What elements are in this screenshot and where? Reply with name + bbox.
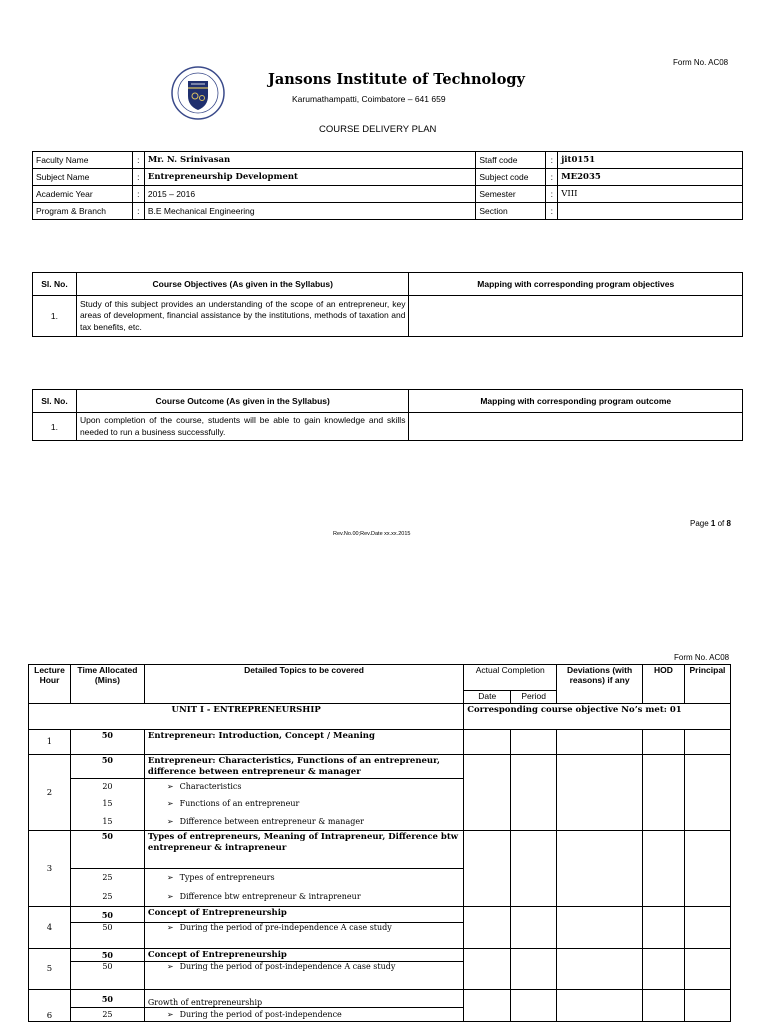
time-allocated: 50	[70, 831, 144, 869]
time-allocated: 25	[70, 887, 144, 907]
principal-header: Principal	[684, 665, 730, 704]
time-allocated: 50	[70, 962, 144, 990]
period-cell	[511, 907, 557, 949]
table-row	[29, 665, 731, 691]
colon: :	[546, 203, 558, 220]
page-prefix: Page	[690, 519, 711, 528]
lecture-hour: 5	[29, 949, 71, 990]
academic-year-value: 2015 – 2016	[144, 186, 475, 203]
time-allocated: 50	[70, 990, 144, 1008]
row-number: 1.	[33, 413, 77, 441]
table-row	[33, 186, 743, 203]
subtopic	[144, 1008, 463, 1022]
period-cell	[511, 949, 557, 990]
subtopic-text: During the period of post-independence	[179, 1010, 342, 1019]
page-current: 1	[710, 519, 716, 528]
subtopic	[144, 779, 463, 795]
time-allocated: 50	[70, 755, 144, 779]
table-row	[33, 169, 743, 186]
table-row	[33, 152, 743, 169]
form-number: Form No. AC08	[674, 653, 730, 662]
subject-code-value: ME2035	[558, 169, 743, 186]
time-allocated: 20	[70, 779, 144, 795]
table-row	[29, 755, 731, 779]
principal-cell	[684, 907, 730, 949]
staff-code-value: jit0151	[558, 152, 743, 169]
principal-cell	[684, 730, 730, 755]
mapping-cell	[409, 413, 743, 441]
table-row	[29, 990, 731, 1008]
academic-year-label: Academic Year	[33, 186, 133, 203]
lecture-hour: 2	[29, 755, 71, 831]
subtopic	[144, 795, 463, 813]
time-allocated: 25	[70, 1008, 144, 1022]
principal-cell	[684, 990, 730, 1022]
table-row	[33, 390, 743, 413]
topic: Types of entrepreneurs, Meaning of Intrapreneur, Difference btw entrepreneur & intrapreneur	[144, 831, 463, 869]
colon: :	[546, 186, 558, 203]
subtopic-text: Difference btw entrepreneur & intrapreneur	[179, 891, 361, 901]
arrow-icon: ➢	[166, 923, 174, 932]
table-row	[33, 273, 743, 296]
course-info-table	[32, 151, 743, 220]
table-row	[29, 730, 731, 755]
colon: :	[132, 203, 144, 220]
institute-logo	[171, 66, 225, 120]
time-allocated: 50	[70, 730, 144, 755]
principal-cell	[684, 755, 730, 831]
subtopic-text: Characteristics	[179, 782, 242, 792]
institute-name: Jansons Institute of Technology	[268, 71, 525, 88]
principal-cell	[684, 949, 730, 990]
faculty-name-label: Faculty Name	[33, 152, 133, 169]
subtopic-text: Types of entrepreneurs	[179, 873, 275, 883]
arrow-icon: ➢	[166, 816, 174, 826]
deviation-cell	[557, 907, 643, 949]
deviation-cell	[557, 831, 643, 907]
time-allocated: 25	[70, 869, 144, 887]
lecture-hour: 4	[29, 907, 71, 949]
time-allocated: 15	[70, 813, 144, 831]
unit-row	[29, 704, 731, 730]
date-cell	[464, 755, 511, 831]
subtopic-text: During the period of post-independence A case study	[179, 962, 396, 971]
date-cell	[464, 907, 511, 949]
table-row	[33, 203, 743, 220]
hod-cell	[643, 990, 685, 1022]
time-allocated: 50	[70, 907, 144, 923]
date-cell	[464, 990, 511, 1022]
topic: Concept of Entrepreneurship	[144, 949, 463, 962]
date-header: Date	[464, 691, 511, 704]
hod-cell	[643, 831, 685, 907]
lecture-hour: 1	[29, 730, 71, 755]
semester-value: VIII	[558, 186, 743, 203]
revision-info: Rev.No.00;Rev.Date xx.xx.2015	[333, 531, 411, 537]
colon: :	[132, 152, 144, 169]
topic: Growth of entrepreneurship	[144, 990, 463, 1008]
time-allocated: 50	[70, 923, 144, 949]
table-row	[33, 296, 743, 337]
section-value	[558, 203, 743, 220]
hod-header: HOD	[643, 665, 685, 704]
actual-completion-header: Actual Completion	[464, 665, 557, 691]
date-cell	[464, 730, 511, 755]
arrow-icon: ➢	[166, 873, 174, 883]
form-number: Form No. AC08	[673, 58, 729, 67]
table-row	[29, 949, 731, 962]
semester-label: Semester	[476, 186, 546, 203]
time-allocated: 15	[70, 795, 144, 813]
deviations-header: Deviations (with reasons) if any	[557, 665, 643, 704]
page-number	[690, 519, 731, 528]
principal-cell	[684, 831, 730, 907]
topic: Concept of Entrepreneurship	[144, 907, 463, 923]
date-cell	[464, 949, 511, 990]
colon: :	[132, 186, 144, 203]
period-header: Period	[511, 691, 557, 704]
time-allocated-header: Time Allocated (Mins)	[70, 665, 144, 704]
faculty-name-value: Mr. N. Srinivasan	[144, 152, 475, 169]
subtopic	[144, 813, 463, 831]
page-two	[0, 640, 768, 1024]
course-outcomes-table	[32, 389, 743, 441]
table-row	[29, 831, 731, 869]
hod-cell	[643, 755, 685, 831]
colon: :	[546, 169, 558, 186]
lecture-hour: 6	[29, 990, 71, 1022]
row-number: 1.	[33, 296, 77, 337]
hod-cell	[643, 907, 685, 949]
plan-title: COURSE DELIVERY PLAN	[319, 124, 437, 135]
colon: :	[132, 169, 144, 186]
deviation-cell	[557, 949, 643, 990]
topic: Entrepreneur: Characteristics, Functions of an entrepreneur, difference between entrepreneur & manager	[144, 755, 463, 779]
deviation-cell	[557, 990, 643, 1022]
institute-address: Karumathampatti, Coimbatore – 641 659	[292, 94, 446, 104]
deviation-cell	[557, 730, 643, 755]
unit-mapping: Corresponding course objective No’s met: 01	[464, 704, 731, 730]
subtopic-text: Functions of an entrepreneur	[179, 799, 300, 808]
time-allocated: 50	[70, 949, 144, 962]
unit-title: UNIT I - ENTREPRENEURSHIP	[29, 704, 464, 730]
arrow-icon: ➢	[166, 782, 174, 792]
subtopic-text: During the period of pre-independence A case study	[179, 923, 392, 932]
arrow-icon: ➢	[166, 1010, 174, 1019]
arrow-icon: ➢	[166, 799, 174, 808]
objective-header: Course Objectives (As given in the Syllabus)	[76, 273, 409, 296]
sl-no-header: Sl. No.	[33, 390, 77, 413]
date-cell	[464, 831, 511, 907]
table-row	[33, 413, 743, 441]
subject-code-label: Subject code	[476, 169, 546, 186]
subtopic	[144, 923, 463, 949]
subtopic	[144, 962, 463, 990]
mapping-header: Mapping with corresponding program objectives	[409, 273, 743, 296]
topic: Entrepreneur: Introduction, Concept / Meaning	[144, 730, 463, 755]
colon: :	[546, 152, 558, 169]
arrow-icon: ➢	[166, 962, 174, 971]
topics-header: Detailed Topics to be covered	[144, 665, 463, 704]
arrow-icon: ➢	[166, 891, 174, 901]
program-label: Program & Branch	[33, 203, 133, 220]
period-cell	[511, 730, 557, 755]
sl-no-header: Sl. No.	[33, 273, 77, 296]
period-cell	[511, 755, 557, 831]
delivery-plan-table	[28, 664, 731, 1022]
period-cell	[511, 831, 557, 907]
section-label: Section	[476, 203, 546, 220]
page-of: of	[715, 519, 727, 528]
period-cell	[511, 990, 557, 1022]
subtopic	[144, 887, 463, 907]
mapping-header: Mapping with corresponding program outcome	[409, 390, 743, 413]
page-total: 8	[726, 519, 731, 528]
objective-text: Study of this subject provides an understanding of the scope of an entrepreneur, key areas of development, financial assistance by the institutions, methods of taxation and tax benefits, etc.	[76, 296, 409, 337]
lecture-hour: 3	[29, 831, 71, 907]
hod-cell	[643, 730, 685, 755]
subtopic-text: Difference between entrepreneur & manager	[179, 816, 364, 826]
outcome-text: Upon completion of the course, students will be able to gain knowledge and skills needed to run a business successfully.	[76, 413, 409, 441]
table-row	[29, 907, 731, 923]
staff-code-label: Staff code	[476, 152, 546, 169]
subject-name-value: Entrepreneurship Development	[144, 169, 475, 186]
deviation-cell	[557, 755, 643, 831]
course-objectives-table	[32, 272, 743, 337]
subject-name-label: Subject Name	[33, 169, 133, 186]
mapping-cell	[409, 296, 743, 337]
hod-cell	[643, 949, 685, 990]
program-value: B.E Mechanical Engineering	[144, 203, 475, 220]
lecture-hour-header: Lecture Hour	[29, 665, 71, 704]
subtopic	[144, 869, 463, 887]
outcome-header: Course Outcome (As given in the Syllabus)	[76, 390, 409, 413]
